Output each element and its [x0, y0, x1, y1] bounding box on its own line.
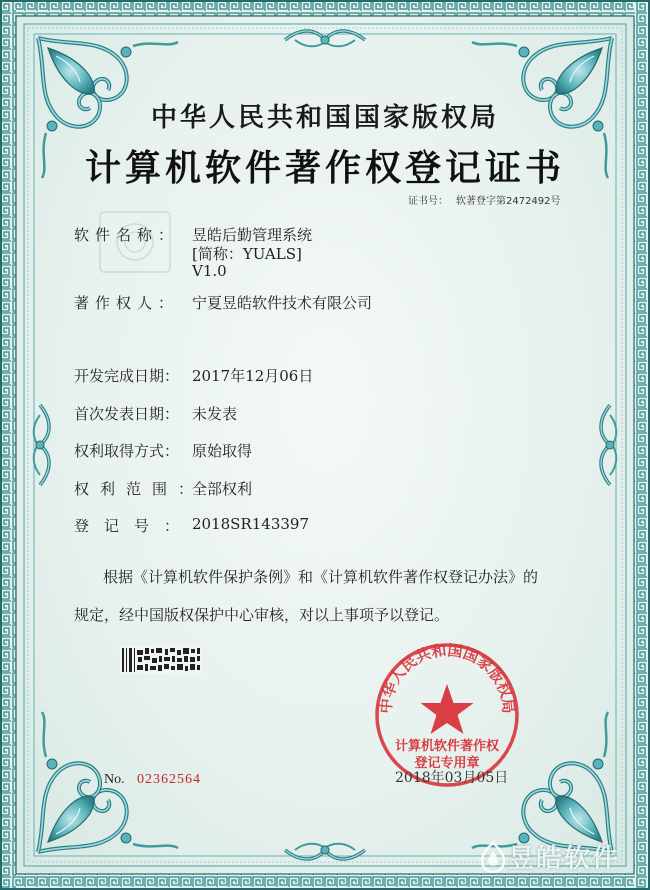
software-name-value: 昱皓后勤管理系统 [192, 226, 313, 244]
acquisition-method-label: 权利取得方式： [74, 442, 180, 460]
copyright-owner-value: 宁夏昱皓软件技术有限公司 [192, 294, 373, 312]
statement-line-1: 根据《计算机软件保护条例》和《计算机软件著作权登记办法》的 [103, 568, 539, 586]
first-publication-value: 未发表 [192, 405, 238, 423]
software-short-name: [简称：YUALS] [192, 245, 302, 263]
star-icon [421, 684, 474, 734]
completion-date-value: 2017年12月06日 [192, 367, 314, 385]
issuing-authority: 中华人民共和国国家版权局 [150, 103, 499, 133]
first-publication-label: 首次发表日期： [74, 405, 180, 423]
brand-logo-icon [478, 841, 508, 873]
barcode-icon [120, 646, 202, 674]
brand-watermark-text: 昱皓软件 [508, 844, 621, 874]
seal-line-2: 登记专用章 [414, 756, 480, 771]
seal-outer-text: 中华人民共和国国家版权局 [376, 641, 518, 715]
seal-line-1: 计算机软件著作权 [394, 739, 500, 754]
software-name-label: 软件名称： [74, 226, 180, 244]
acquisition-method-value: 原始取得 [192, 442, 253, 460]
serial-number-value: 02362564 [137, 772, 201, 787]
completion-date-label: 开发完成日期： [74, 367, 180, 385]
rights-scope-label: 权利范围： [74, 480, 205, 498]
statement-line-2: 规定，经中国版权保护中心审核，对以上事项予以登记。 [74, 606, 450, 624]
serial-number-label: No. [104, 772, 125, 787]
rights-scope-value: 全部权利 [192, 480, 253, 498]
certificate-number-label: 证书号： [408, 196, 448, 207]
software-version: V1.0 [192, 262, 227, 280]
registration-number-value: 2018SR143397 [192, 515, 310, 533]
certificate-number [400, 192, 561, 207]
copyright-owner-label: 著作权人： [74, 294, 180, 312]
certificate-title: 计算机软件著作权登记证书 [84, 147, 565, 189]
certificate-number-value: 软著登字第2472492号 [456, 196, 561, 207]
registration-number-label: 登记号： [74, 517, 195, 535]
issue-date: 2018年03月05日 [395, 770, 509, 786]
brand-watermark [478, 838, 620, 875]
